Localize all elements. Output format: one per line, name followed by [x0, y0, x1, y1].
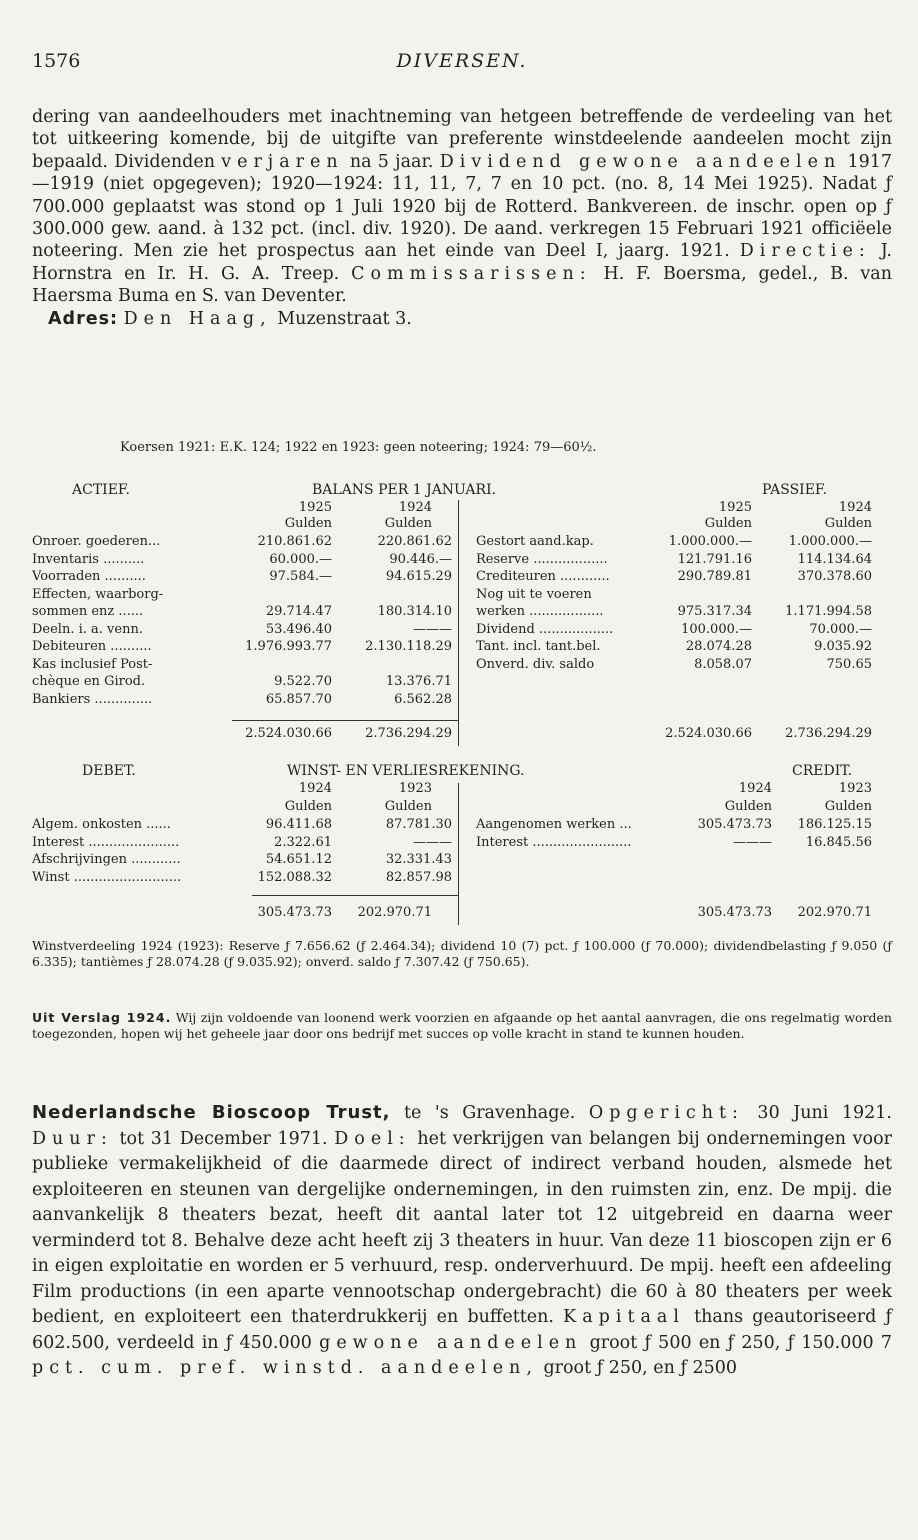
- koersen-line: Koersen 1921: E.K. 124; 1922 en 1923: geen noteering; 1924: 79—60½.: [120, 440, 597, 455]
- running-title: DIVERSEN.: [396, 50, 528, 72]
- row-value: 87.781.30: [385, 817, 452, 832]
- row-label: Winst ..........................: [32, 869, 182, 885]
- company-location: te 's Gravenhage.: [390, 1103, 589, 1123]
- row-value: 1.976.993.77: [245, 639, 332, 654]
- row-value: 220.861.62: [377, 534, 452, 549]
- verslag-note: [32, 1010, 892, 1041]
- pref-aandeelen-term: pct. cum. pref. winstd. aandeelen,: [32, 1358, 538, 1378]
- page-number: 1576: [32, 50, 81, 72]
- row-value: 16.845.56: [805, 834, 872, 850]
- row-value: 1.171.994.58: [785, 604, 872, 619]
- row-value: 65.857.70: [265, 691, 332, 707]
- doel-label: Doel:: [334, 1128, 411, 1149]
- row-value: 114.134.64: [797, 551, 872, 567]
- row-value: ———: [413, 834, 452, 850]
- company-name: Nederlandsche Bioscoop Trust,: [32, 1102, 391, 1123]
- commissarissen-label: Commissarissen:: [351, 263, 592, 284]
- debet-total-1923: 202.970.71: [357, 905, 432, 920]
- passief-title: PASSIEF.: [762, 482, 827, 498]
- row-value: 13.376.71: [385, 674, 452, 689]
- row-value: 53.496.40: [265, 621, 332, 637]
- row-value: 82.857.98: [385, 869, 452, 885]
- col-unit: Gulden: [384, 799, 432, 814]
- debet-title: DEBET.: [82, 763, 136, 779]
- row-label: werken ..................: [476, 604, 604, 619]
- company-entry-bioscoop: [32, 1100, 892, 1382]
- row-value: 186.125.15: [797, 817, 872, 832]
- duur-label: Duur:: [32, 1128, 113, 1149]
- kapitaal-text: thans geautoriseerd ƒ 602.500, verdeeld in ƒ 450.000: [32, 1307, 892, 1353]
- col-unit: Gulden: [724, 799, 772, 814]
- row-value: 100.000.—: [681, 621, 752, 637]
- row-label: Interest ......................: [32, 834, 180, 850]
- row-label: Afschrijvingen ............: [32, 852, 181, 867]
- row-label: Gestort aand.kap.: [476, 534, 594, 549]
- passief-total-1924: 2.736.294.29: [785, 726, 872, 741]
- credit-total-1923: 202.970.71: [797, 905, 872, 920]
- row-value: 70.000.—: [809, 621, 872, 637]
- row-value: 370.378.60: [797, 569, 872, 584]
- row-value: 60.000.—: [269, 551, 332, 567]
- total-rule-left: [232, 720, 458, 721]
- verslag-label: Uit Verslag 1924.: [32, 1010, 172, 1025]
- row-value: 152.088.32: [257, 869, 332, 885]
- col-year-1924-right: 1924: [838, 500, 872, 515]
- actief-total-1925: 2.524.030.66: [245, 726, 332, 741]
- para1-text-a: dering van aandeelhouders met inachtneming van hetgeen betreffende de verdeeling van het tot uitkeering komende, bij de uitgifte van preferente winstdeelende aandeelen mocht zijn bepaald. Dividenden: [32, 107, 892, 172]
- row-label: Interest ........................: [476, 834, 632, 850]
- row-label: Reserve ..................: [476, 551, 608, 567]
- row-value: 28.074.28: [685, 639, 752, 654]
- row-value: 96.411.68: [265, 817, 332, 832]
- row-value: 1.000.000.—: [668, 534, 752, 549]
- row-value: 180.314.10: [377, 604, 452, 619]
- directie-label: Directie:: [739, 241, 871, 262]
- col-year-1925: 1925: [298, 500, 332, 515]
- row-value: 90.446.—: [389, 551, 452, 567]
- row-value: 305.473.73: [697, 817, 772, 832]
- row-value: 94.615.29: [385, 569, 452, 584]
- winstverdeeling-note: Winstverdeeling 1924 (1923): Reserve ƒ 7.656.62 (ƒ 2.464.34); dividend 10 (7) pct. ƒ 100.000 (ƒ 70.000); dividendbelasting ƒ 9.050 (ƒ 6.335); tantièmes ƒ 28.074.28 (ƒ 9.035.92); onverd. saldo ƒ 7.307.42 (ƒ 750.65).: [32, 938, 892, 969]
- row-value: ———: [413, 621, 452, 637]
- col-year-1923-right: 1923: [838, 781, 872, 796]
- row-label: Bankiers ..............: [32, 691, 153, 707]
- row-value: 210.861.62: [257, 534, 332, 549]
- row-label: Deeln. i. a. venn.: [32, 621, 143, 637]
- adres-place: Den Haag,: [123, 308, 272, 329]
- page-header: [32, 50, 892, 80]
- actief-title: ACTIEF.: [72, 482, 130, 498]
- col-unit: Gulden: [384, 516, 432, 531]
- actief-total-1924: 2.736.294.29: [365, 726, 452, 741]
- credit-title: CREDIT.: [792, 763, 852, 779]
- dividend-gewone-term: Dividend gewone aandeelen: [439, 151, 842, 172]
- row-value: 9.035.92: [814, 639, 872, 654]
- col-unit: Gulden: [824, 516, 872, 531]
- row-value: 29.714.47: [265, 604, 332, 619]
- kapitaal-text-3: groot ƒ 250, en ƒ 2500: [537, 1358, 738, 1378]
- row-value: 54.651.12: [265, 852, 332, 867]
- commissarissen-names: H. F. Boersma, gedel., B. van Haersma Buma en S. van Deventer.: [32, 263, 892, 307]
- row-value: 97.584.—: [269, 569, 332, 584]
- row-value: 290.789.81: [677, 569, 752, 584]
- col-unit: Gulden: [704, 516, 752, 531]
- row-label: sommen enz ......: [32, 604, 144, 619]
- passief-total-1925: 2.524.030.66: [665, 726, 752, 741]
- duur-value: tot 31 December 1971.: [112, 1128, 335, 1149]
- row-value: 2.322.61: [274, 834, 332, 850]
- balance-sheet: [32, 470, 892, 750]
- row-label: Onroer. goederen...: [32, 534, 161, 549]
- col-year-1923: 1923: [398, 781, 432, 796]
- opgericht-label: Opgericht:: [588, 1103, 744, 1123]
- row-value: 6.562.28: [394, 691, 452, 707]
- col-year-1924-right: 1924: [738, 781, 772, 796]
- directie-names: J. Hornstra en Ir. H. G. A. Treep.: [32, 241, 892, 284]
- kapitaal-text-2: groot ƒ 500 en ƒ 250, ƒ 150.000 7: [582, 1332, 893, 1353]
- row-label: Onverd. div. saldo: [476, 656, 595, 672]
- kapitaal-label: Kapitaal: [563, 1307, 685, 1327]
- row-label: Kas inclusief Post-: [32, 656, 153, 672]
- row-label: Debiteuren ..........: [32, 639, 152, 654]
- row-label: Algem. onkosten ......: [32, 817, 171, 832]
- col-year-1925-right: 1925: [718, 500, 752, 515]
- column-divider: [458, 500, 459, 746]
- gewone-aandeelen-term: gewone aandeelen: [319, 1332, 583, 1353]
- row-label: chèque en Girod.: [32, 674, 146, 689]
- winst-title: WINST- EN VERLIESREKENING.: [287, 763, 525, 779]
- opgericht-date: 30 Juni 1921.: [743, 1103, 892, 1123]
- para1-text-c: 1917—1919 (niet opgegeven); 1920—1924: 11, 11, 7, 7 en 10 pct. (no. 8, 14 Mei 1925). Nadat ƒ 700.000 geplaatst was stond op 1 Juli 1920 bij de Rotterd. Bankvereen. de inschr. open op ƒ 300.000 gew. aand. à 132 pct. (incl. div. 1920). De aand. verkregen 15 Februari 1921 officiëele noteering. Men zie het prospectus aan het einde van Deel I, jaarg. 1921.: [32, 151, 893, 262]
- profit-loss-account: [32, 755, 892, 930]
- verslag-text: Wij zijn voldoende van loonend werk voorzien en afgaande op het aantal aanvragen, die ons regelmatig worden toegezonden, hopen wij het geheele jaar door ons bedrijf met succes op volle kracht in stand te kunnen houden.: [32, 1010, 892, 1041]
- company-description-paragraph: [32, 106, 892, 330]
- col-year-1924: 1924: [398, 500, 432, 515]
- col-year-1924: 1924: [298, 781, 332, 796]
- row-value: 32.331.43: [385, 852, 452, 867]
- row-label: Dividend ..................: [476, 621, 614, 637]
- row-value: 8.058.07: [694, 656, 752, 672]
- row-label: Effecten, waarborg-: [32, 586, 164, 602]
- para1-text-b: na 5 jaar.: [343, 151, 440, 172]
- col-unit: Gulden: [284, 799, 332, 814]
- balance-title: BALANS PER 1 JANUARI.: [312, 482, 497, 498]
- adres-street: Muzenstraat 3.: [271, 308, 412, 329]
- row-value: 750.65: [826, 656, 872, 672]
- row-value: 2.130.118.29: [365, 639, 452, 654]
- column-divider: [458, 783, 459, 925]
- row-value: 1.000.000.—: [788, 534, 872, 549]
- row-label: Aangenomen werken ...: [476, 817, 632, 832]
- row-value: 9.522.70: [274, 674, 332, 689]
- row-value: ———: [733, 834, 772, 850]
- row-label: Tant. incl. tant.bel.: [476, 639, 601, 654]
- credit-total-1924: 305.473.73: [697, 905, 772, 920]
- row-value: 975.317.34: [677, 604, 752, 619]
- row-label: Nog uit te voeren: [476, 586, 592, 602]
- col-unit: Gulden: [284, 516, 332, 531]
- row-label: Crediteuren ............: [476, 569, 610, 584]
- verjaren-term: verjaren: [221, 151, 344, 172]
- total-rule-left: [252, 895, 458, 896]
- col-unit: Gulden: [824, 799, 872, 814]
- adres-label: Adres:: [48, 308, 118, 329]
- row-value: 121.791.16: [677, 551, 752, 567]
- row-label: Voorraden ..........: [32, 569, 146, 584]
- debet-total-1924: 305.473.73: [257, 905, 332, 920]
- doel-text: het verkrijgen van belangen bij ondernemingen voor publieke vermakelijkheid of die daarmede direct of indirect verband houden, alsmede het exploiteeren en steunen van dergelijke ondernemingen, in den ruimsten zin, enz. De mpij. die aanvankelijk 8 theaters bezat, heeft dit aantal later tot 12 uitgebreid en daarna weer verminderd tot 8. Behalve deze acht heeft zij 3 theaters in huur. Van deze 11 bioscopen zijn er 6 in eigen exploitatie en worden er 5 verhuurd, resp. onderverhuurd. De mpij. heeft een afdeeling Film productions (in een aparte vennootschap ondergebracht) die 60 à 80 theaters per week bedient, en exploiteert een thaterdrukkerij en buffetten.: [32, 1128, 892, 1327]
- row-label: Inventaris ..........: [32, 551, 145, 567]
